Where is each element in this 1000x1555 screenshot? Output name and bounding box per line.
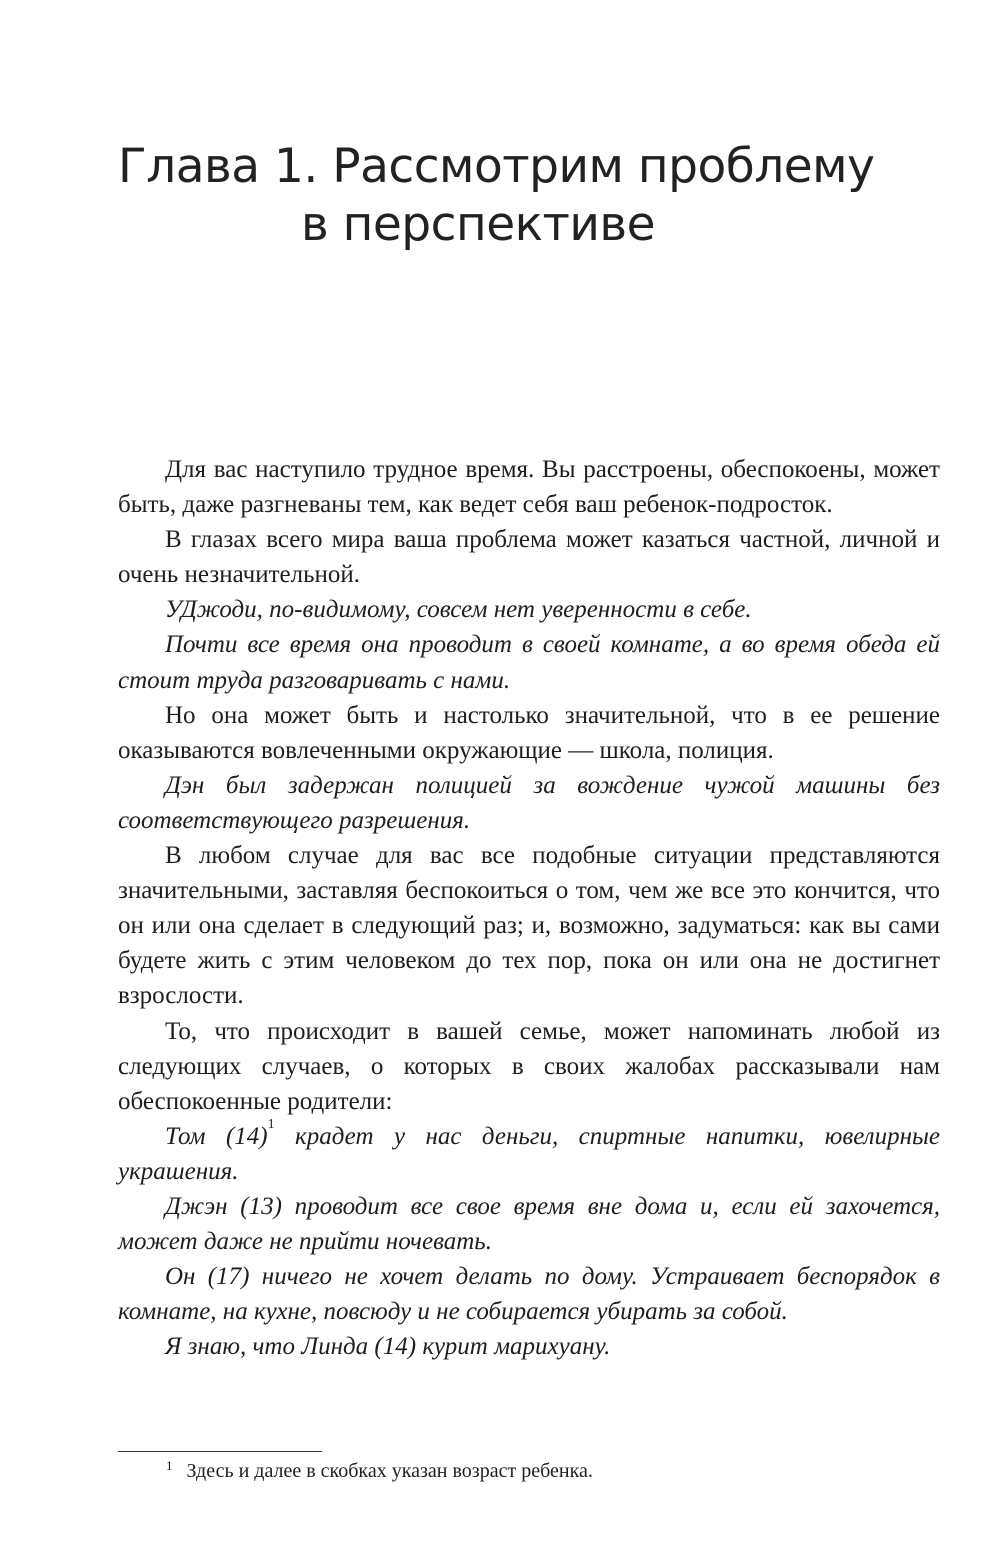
paragraph: В глазах всего мира ваша проблема может казаться частной, личной и очень незначительной. <box>118 526 940 589</box>
quote-text-start: Том (14) <box>165 1122 268 1150</box>
example-quote: Дэн был задержан полицией за вождение чужой машины без соответствующего разрешения. <box>118 771 940 834</box>
footnote-divider <box>118 1451 322 1452</box>
example-quote: Он (17) ничего не хочет делать по дому. Устраивает беспорядок в комнате, на кухне, повсюду и не собирается убирать за собой. <box>118 1263 940 1326</box>
footnote-number: 1 <box>166 1458 173 1473</box>
chapter-title <box>118 138 878 254</box>
footnote-text: Здесь и далее в скобках указан возраст ребенка. <box>186 1460 593 1482</box>
example-quote: Джэн (13) проводит все свое время вне дома и, если ей захочется, может даже не прийти ночевать. <box>118 1192 940 1256</box>
paragraph: То, что происходит в вашей семье, может напоминать любой из следующих случаев, о которых в своих жалобах рассказывали нам обеспокоенные родители: <box>118 1017 940 1115</box>
footnote <box>166 1458 946 1486</box>
body-text <box>118 452 940 1364</box>
paragraph: В любом случае для вас все подобные ситуации представляются значительными, заставляя беспокоиться о том, чем же все это кончится, что он или она сделает в следующий раз; и, возможно, задуматься: как вы сами будете жить с этим человеком до тех пор, пока он или она не достигнет взрослости. <box>118 842 940 1010</box>
quote-text-end: крадет у нас деньги, спиртные напитки, ювелирные украшения. <box>118 1122 940 1185</box>
example-quote: УДжоди, по-видимому, совсем нет уверенности в себе. <box>165 596 752 624</box>
chapter-title-line-1: Глава 1. Рассмотрим проблему <box>118 139 875 194</box>
example-quote: Я знаю, что Линда (14) курит марихуану. <box>165 1333 611 1361</box>
paragraph: Для вас наступило трудное время. Вы расстроены, обеспокоены, может быть, даже разгневаны тем, как ведет себя ваш ребенок-подросток. <box>118 456 940 519</box>
footnote-reference[interactable]: 1 <box>267 1116 275 1132</box>
example-quote: Почти все время она проводит в своей комнате, а во время обеда ей стоит труда разговаривать с нами. <box>118 631 940 694</box>
paragraph: Но она может быть и настолько значительной, что в ее решение оказываются вовлеченными окружающие — школа, полиция. <box>118 701 940 764</box>
example-quote <box>118 1116 940 1189</box>
chapter-title-line-2: в перспективе <box>301 197 656 252</box>
